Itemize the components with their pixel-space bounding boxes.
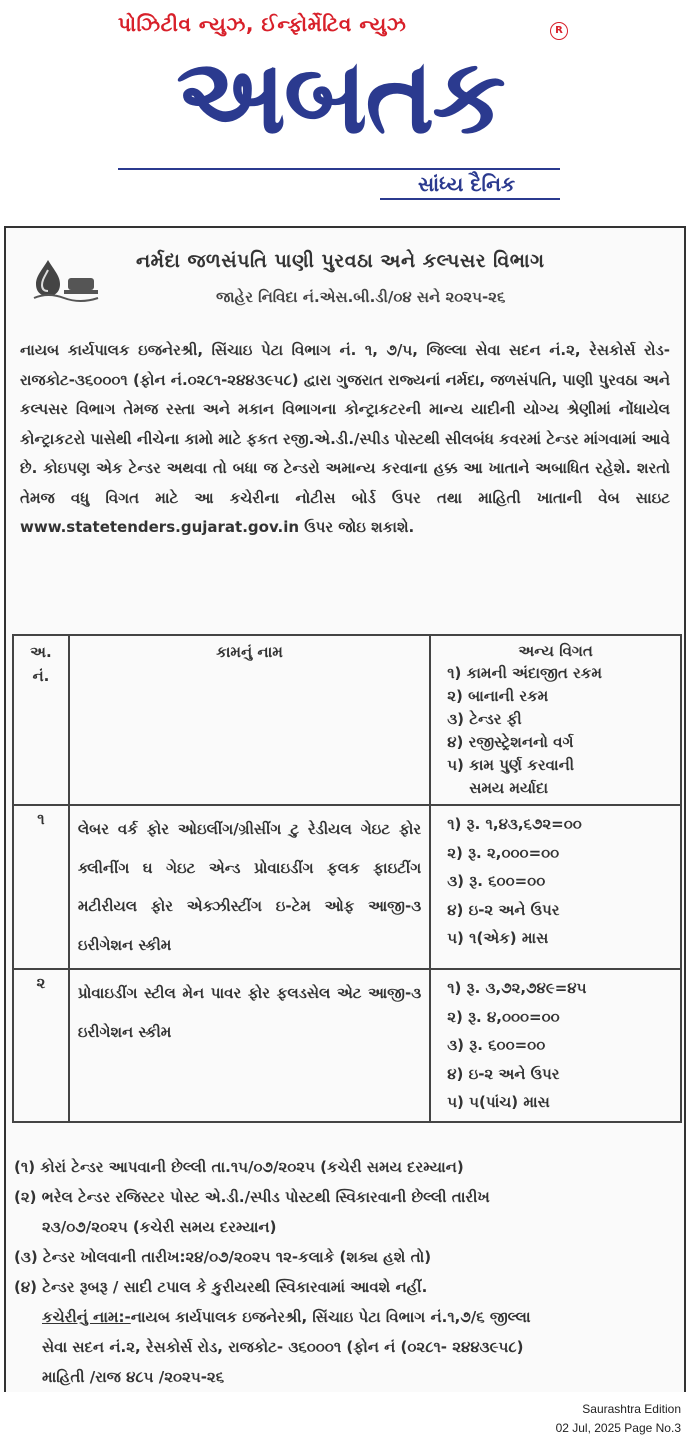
header-other-item: ૪) રજીસ્ટ્રેશનનો વર્ગ [447,733,574,751]
row-work-name: લેબર વર્ક ફોર ઓઇલીંગ/ગ્રીસીંગ ટુ રેડીયલ ગેઇટ ફોર ક્લીનીંગ ઘ ગેઇટ એન્ડ પ્રોવાઇડીંગ ફલક ફાઇટીંગ મટીરીયલ ફોર એક્ઝીસ્ટીંગ ઇ-ટેમ ઓફ આજી-૩ ઇરીગેશન સ્કીમ [69,805,430,969]
note-no-courier: (૪) ટેન્ડર રૂબરૂ / સાદી ટપાલ કે કુરીયરથી સ્વિકારવામાં આવશે નહીં. [14,1278,428,1296]
office-name: નાયબ કાર્યપાલક ઇજનેરશ્રી, સિંચાઇ પેટા વિભાગ નં.૧,૭/૬ જીલ્લા [130,1308,531,1326]
edition-date-page: 02 Jul, 2025 Page No.3 [555,1421,681,1435]
note-blank-tender-date: (૧) કોરાં ટેન્ડર આપવાની છેલ્લી તા.૧૫/૦૭/૨૦૨૫ (કચેરી સમય દરમ્યાન) [14,1158,464,1176]
edition-name: Saurashtra Edition [582,1402,681,1416]
header-other-item: સમય મર્યાદા [469,779,549,797]
header-work-name: કામનું નામ [69,635,430,805]
tender-website-link[interactable]: www.statetenders.gujarat.gov.in [20,518,300,536]
tender-table [12,634,682,1123]
detail-earnest-money: ૨) રૂ. ૨,૦૦૦=૦૦ [447,843,560,862]
edition-underline [380,198,560,200]
row-details [430,969,681,1122]
office-label: કચેરીનું નામ:- [42,1308,131,1326]
notice-number: જાહેર નિવિદા નં.એસ.બી.ડી/૦૪ સને ૨૦૨૫-૨૬ [216,288,506,306]
header-other-details [430,635,681,805]
row-work-name: પ્રોવાઇડીંગ સ્ટીલ મેન પાવર ફોર ફલડસેલ એટ આજી-૩ ઇરીગેશન સ્કીમ [69,969,430,1122]
note-opening-date: (૩) ટેન્ડર ખોલવાની તારીખ:૨૪/૦૭/૨૦૨૫ ૧૨-કલાકે (શક્ય હશે તો) [14,1248,432,1266]
detail-earnest-money: ૨) રૂ. ૪,૦૦૦=૦૦ [447,1007,560,1026]
info-reference: માહિતી /રાજ ૪૮૫ /૨૦૨૫-૨૬ [42,1368,225,1386]
row-serial: ૨ [13,969,69,1122]
notice-body [20,336,670,543]
edition-footer [556,1400,681,1438]
note-filled-tender-date: (૨) ભરેલ ટેન્ડર રજિસ્ટર પોસ્ટ એ.ડી./સ્પીડ પોસ્ટથી સ્વિકારવાની છેલ્લી તારીખ [14,1188,490,1206]
brand-logo: અબતક [176,36,504,156]
tagline: પોઝિટીવ ન્યુઝ, ઈન્ફોર્મેટિવ ન્યુઝ [118,12,407,36]
table-row [13,969,681,1122]
detail-tender-fee: ૩) રૂ. ૬૦૦=૦૦ [447,1036,546,1054]
masthead [0,0,690,210]
header-other-item: ૧) કામની અંદાજીત રકમ [447,664,602,682]
note-filled-tender-date-value: ૨૩/૦૭/૨૦૨૫ (કચેરી સમય દરમ્યાન) [42,1218,277,1236]
header-serial: અ. નં. [13,635,69,805]
header-other-item: ૩) ટેન્ડર ફી [447,710,522,728]
row-serial: ૧ [13,805,69,969]
tender-notice [4,226,686,1392]
office-name-line [14,1302,678,1332]
detail-completion-time: ૫) ૧(એક) માસ [447,929,549,947]
row-details [430,805,681,969]
detail-registration-class: ૪) ઇ-૨ અને ઉપર [447,900,560,919]
table-row [13,805,681,969]
detail-completion-time: ૫) ૫(પાંચ) માસ [447,1093,550,1111]
detail-registration-class: ૪) ઇ-૨ અને ઉપર [447,1064,560,1083]
header-other-item: ૨) બાનાની રકમ [447,687,549,705]
notice-body-text: નાયબ કાર્યપાલક ઇજનેરશ્રી, સિંચાઇ પેટા વિભાગ નં. ૧, ૭/૫, જિલ્લા સેવા સદન નં.૨, રેસકોર્સ રોડ-રાજકોટ-૩૬૦૦૦૧ (ફોન નં.૦૨૮૧-૨૪૪૩૯૫૮) દ્વારા ગુજરાત રાજ્યનાં નર્મદા, જળસંપતિ, પાણી પુરવઠા અને કલ્પસર વિભાગ તેમજ રસ્તા અને મકાન વિભાગના કોન્ટ્રાકટરની માન્ય યાદીની યોગ્ય શ્રેણીમાં નોંધાયેલ કોન્ટ્રાકટરો પાસેથી નીચેના કામો માટે ફકત રજી.એ.ડી./સ્પીડ પોસ્ટથી સીલબંધ કવરમાં ટેન્ડર માંગવામાં આવે છે. કોઇપણ એક ટેન્ડર અથવા તો બધા જ ટેન્ડરો અમાન્ય કરવાના હક્ક આ ખાતાને અબાધિત રહેશે. શરતો તેમજ વધુ વિગત માટે આ કચેરીના નોટીસ બોર્ડ ઉપર તથા માહિતી ખાતાની વેબ સાઇટ [20,341,670,507]
table-header-row [13,635,681,805]
registered-mark-icon: R [550,22,568,40]
detail-estimated-cost: ૧) રૂ. ૧,૪૩,૬૭૨=૦૦ [447,815,582,833]
edition-type-label: સાંધ્ય દૈનિક [418,172,516,196]
notice-notes [14,1152,678,1392]
water-drop-emblem-icon [28,256,102,304]
office-address: સેવા સદન નં.૨, રેસકોર્સ રોડ, રાજકોટ- ૩૬૦૦૦૧ (ફોન નં (૦૨૮૧- ૨૪૪૩૯૫૮) [42,1338,524,1356]
department-title: નર્મદા જળસંપતિ પાણી પુરવઠા અને કલ્પસર વિભાગ [136,250,545,272]
detail-estimated-cost: ૧) રૂ. ૩,૭૨,૭૪૯=૪૫ [447,979,587,997]
header-other-title: અન્ય વિગત [518,642,593,660]
masthead-divider [118,168,560,170]
detail-tender-fee: ૩) રૂ. ૬૦૦=૦૦ [447,872,546,890]
notice-body-suffix: ઉપર જોઇ શકાશે. [299,518,415,536]
header-other-item: ૫) કામ પુર્ણ કરવાની [447,756,575,774]
